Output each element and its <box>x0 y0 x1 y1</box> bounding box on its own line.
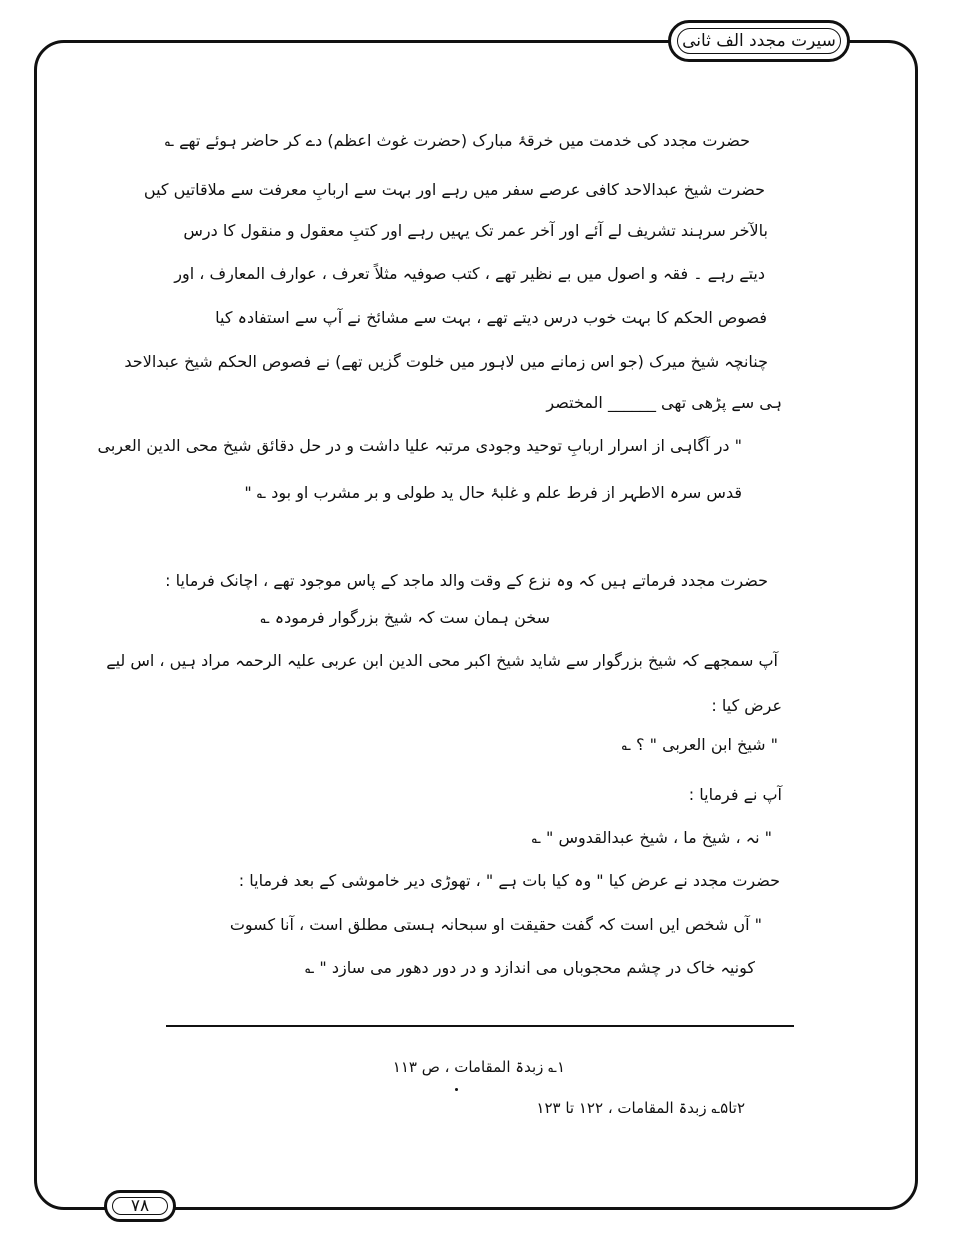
page-number: ۷۸ <box>130 1196 150 1216</box>
running-header-title: سیرت مجدد الف ثانی <box>682 31 836 51</box>
body-line-5: فصوص الحکم کا بہت خوب درس دیتے تھے ، بہت سے مشائخ نے آپ سے استفادہ کیا <box>215 308 767 327</box>
para2-line-5: " شیخ ابن العربی " ؟ ؎ <box>621 735 778 754</box>
body-line-8: " در آگاہی از اسرار اربابِ توحید وجودی مرتبہ علیا داشت و در حل دقائق شیخ محی الدین العربی <box>97 436 742 455</box>
body-line-2: حضرت شیخ عبدالاحد کافی عرصے سفر میں رہے اور بہت سے اربابِ معرفت سے ملاقاتیں کیں <box>143 180 765 199</box>
para2-line-6: آپ نے فرمایا : <box>688 785 782 804</box>
page-number-badge <box>104 1190 176 1222</box>
para2-line-8: حضرت مجدد نے عرض کیا " وہ کیا بات ہے " ، تھوڑی دیر خاموشی کے بعد فرمایا : <box>238 871 780 890</box>
para2-line-7: " نہ ، شیخ ما ، شیخ عبدالقدوس " ؎ <box>531 828 772 847</box>
para2-line-1: حضرت مجدد فرماتے ہیں کہ وہ نزع کے وقت والد ماجد کے پاس موجود تھے ، اچانک فرمایا : <box>165 571 768 590</box>
footnote-1: ۱؎ زبدۃ المقامات ، ص ۱۱۳ <box>392 1058 565 1076</box>
stray-mark <box>455 1088 458 1091</box>
body-line-9: قدس سرہ الاطہر از فرط علم و غلبۂ حال ید طولی و بر مشرب او بود ؎ " <box>244 483 742 502</box>
body-line-4: دیتے رہے ۔ فقہ و اصول میں بے نظیر تھے ، کتب صوفیہ مثلاً تعرف ، عوارف المعارف ، اور <box>174 264 765 283</box>
header-badge <box>668 20 850 62</box>
body-line-7: ہی سے پڑھی تھی ______ المختصر <box>546 393 782 412</box>
para2-line-4: عرض کیا : <box>711 696 782 715</box>
body-line-3: بالآخر سرہند تشریف لے آئے اور آخر عمر تک یہیں رہے اور کتبِ معقول و منقول کا درس <box>183 221 768 240</box>
body-line-1: حضرت مجدد کی خدمت میں خرقۂ مبارک (حضرت غوث اعظم) دے کر حاضر ہوئے تھے ؎ <box>164 131 750 150</box>
para2-line-3: آپ سمجھے کہ شیخ بزرگوار سے شاید شیخ اکبر محی الدین ابن عربی علیہ الرحمہ مراد ہیں ، اس لیے <box>106 651 778 670</box>
footnote-2: ۲تا۵؎ زبدۃ المقامات ، ۱۲۲ تا ۱۲۳ <box>536 1099 745 1117</box>
para2-line-10: کونیہ خاک در چشم محجوباں می اندازد و در دور دھور می سازد " ؎ <box>304 958 755 977</box>
footnote-separator <box>166 1025 794 1027</box>
para2-line-9: " آں شخص ایں است کہ گفت حقیقت او سبحانہ ہستی مطلق است ، آنا کسوت <box>229 915 762 934</box>
body-line-6: چنانچہ شیخ میرک (جو اس زمانے میں لاہور میں خلوت گزیں تھے) نے فصوص الحکم شیخ عبدالاحد <box>124 352 768 371</box>
para2-line-2: سخن ہمان ست کہ شیخ بزرگوار فرمودہ ؎ <box>260 608 550 627</box>
